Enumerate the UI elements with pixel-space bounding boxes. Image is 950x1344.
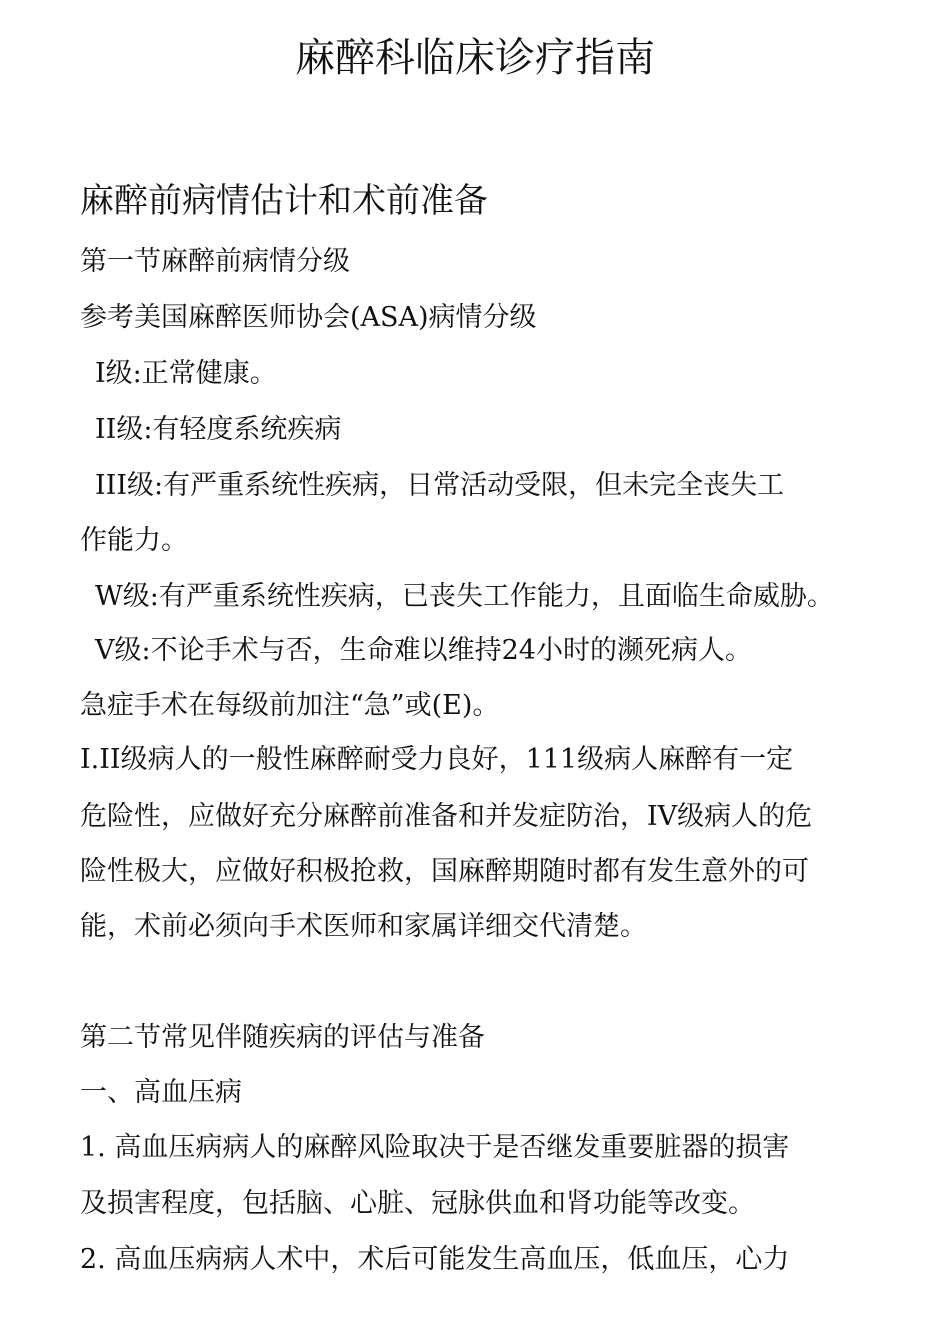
asa-grade-5: V级:不论手术与否，生命难以维持24小时的濒死病人。 [95, 635, 752, 666]
section1-intro: 参考美国麻醉医师协会(ASA)病情分级 [80, 302, 537, 333]
chapter-heading: 麻醉前病情估计和术前准备 [80, 181, 488, 221]
summary-line-4: 能，术前必须向手术医师和家属详细交代清楚。 [80, 911, 647, 942]
summary-line-1: I.II级病人的一般性麻醉耐受力良好，111级病人麻醉有一定 [80, 744, 794, 775]
asa-grade-2: II级:有轻度系统疾病 [95, 414, 342, 445]
section2-heading: 第二节常见伴随疾病的评估与准备 [80, 1022, 485, 1053]
section1-heading: 第一节麻醉前病情分级 [80, 246, 350, 277]
asa-grade-1: I级:正常健康。 [95, 358, 277, 389]
summary-line-2: 危险性，应做好充分麻醉前准备和并发症防治，IV级病人的危 [80, 801, 813, 832]
asa-grade-4: W级:有严重系统性疾病，已丧失工作能力，且面临生命威胁。 [95, 581, 834, 612]
hypertension-item-1-line-2: 及损害程度，包括脑、心脏、冠脉供血和肾功能等改变。 [80, 1188, 755, 1219]
document-title: 麻醉科临床诊疗指南 [295, 35, 655, 81]
hypertension-item-1-line-1: 1. 高血压病病人的麻醉风险取决于是否继发重要脏器的损害 [80, 1132, 790, 1163]
section2-subheading: 一、高血压病 [80, 1077, 242, 1108]
hypertension-item-2-line-1: 2. 高血压病病人术中，术后可能发生高血压，低血压，心力 [80, 1244, 790, 1275]
emergency-note: 急症手术在每级前加注“急”或(E)。 [80, 690, 500, 721]
asa-grade-3: III级:有严重系统性疾病，日常活动受限，但未完全丧失工 [95, 470, 785, 501]
asa-grade-3-continuation: 作能力。 [80, 525, 188, 556]
summary-line-3: 险性极大，应做好积极抢救，国麻醉期随时都有发生意外的可 [80, 856, 809, 887]
